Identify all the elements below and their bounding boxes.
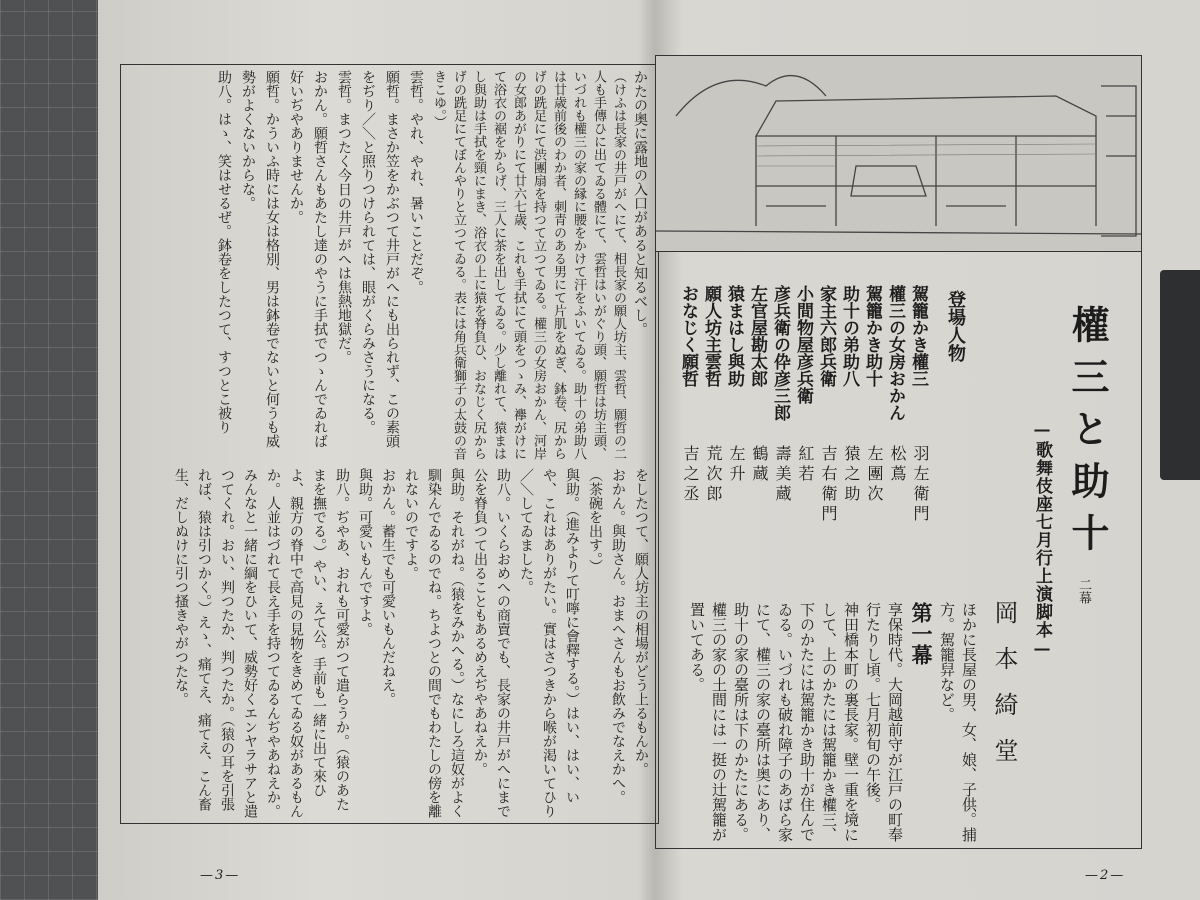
cast-actor: 荒次郎 (704, 445, 723, 505)
left-page-lower-text (126, 468, 652, 818)
dialogue-line: 願哲。まさか笠をかぶつて井戸がへにも出られず、この素頭をぢり／＼と照りつけられては、眼がくらみさうになる。 (360, 70, 400, 448)
cast-actor: 鶴蔵 (750, 445, 769, 485)
cast-actor: 紅若 (796, 445, 815, 485)
dialogue-line: おかん。與助さん。おまへさんもお飲みでなえかへ。（茶碗を出す。） (587, 468, 626, 804)
cast-item (838, 285, 861, 585)
cast-item (723, 285, 746, 585)
cast-actor: 左升 (727, 445, 746, 485)
page-number-right: —2— (1085, 868, 1126, 883)
play-subtitle: —歌舞伎座七月行上演脚本— (1032, 420, 1052, 660)
cast-role: 助十の弟助八 (839, 285, 859, 387)
cast-item (907, 285, 930, 585)
cast-item (861, 285, 884, 585)
cast-actor: 松蔦 (888, 445, 907, 485)
dialogue-line: 助八。はゝ、笑はせるぜ。鉢卷をしたつて、すつとこ被り (216, 70, 232, 434)
cast-role: おなじく願哲 (678, 285, 698, 387)
dialogue-line: 雲哲。まつたく今日の井戸がへは焦熱地獄だ。 (336, 70, 352, 364)
dialogue-line: 與助。可愛いもんですよ。 (357, 468, 373, 636)
act-one-text (662, 602, 980, 842)
cast-role: 左官屋勘太郎 (747, 285, 767, 387)
cast-item (792, 285, 815, 585)
scene-description: 神田橋本町の裏長家。壁一重を境にして、上のかたには駕籠かき權三、下のかたには駕籠かき助十が住んでゐる。いづれも破れ障子のあばら家にて、權三の家の臺所は奥にあり、助十の家の臺所は下のかたにある。權三の家の土間には一挺の辻駕籠が置いてある。 (688, 602, 860, 842)
cast-list (660, 285, 930, 585)
dialogue-line: おかん。蓄生でも可愛いもんだねえ。 (380, 468, 396, 706)
cutting-mat (0, 0, 110, 900)
cast-role: 猿まはし與助 (724, 285, 744, 387)
author-name: 岡本綺堂 (990, 600, 1018, 784)
cast-actor: 吉之丞 (681, 445, 700, 505)
cast-item (769, 285, 792, 585)
dialogue-line: 助八。ぢやあ、おれも可愛がつて遣らうか。（猿のあたまを撫でる。）やい、えて公。手前も一緒に出て來ひよ、親方の脊中で高見の見物をきめてゐる奴があるもんか。人並はづれて長え手を持つてゐるんぢやあねえか。みんなと一緒に綱をひいて、威勢好くエンヤラサアと遣つてくれ。おい、判つたか、判つたか。（猿の耳を引張れば、猿は引つかく。）えゝ、痛てえ、痛てえ、こん畜生、だしぬけに引つ搔きやがつたな。 (173, 468, 350, 818)
cast-item (746, 285, 769, 585)
dialogue-line: をしたつて、願人坊主の相場がどう上るもんか。 (633, 468, 649, 776)
cast-role: 彦兵衛の伜彦三郎 (770, 285, 790, 421)
cast-actor: 猿之助 (842, 445, 861, 505)
cast-heading: 登場人物 (945, 290, 966, 362)
cast-role: 權三の女房おかん (885, 285, 905, 421)
cast-item (700, 285, 723, 585)
cast-role: 家主六郎兵衛 (816, 285, 836, 387)
dialogue-line: おかん。願哲さんもあたし達のやうに手拭でつゝんでゐれば好いぢやありませんか。 (288, 70, 328, 448)
act-heading: 第一幕 (909, 602, 934, 665)
other-characters: ほかに長屋の男、女、娘、子供。捕方。駕籠舁など。 (938, 602, 978, 842)
stage-illustration (655, 55, 1142, 252)
stage-direction: （けふは長家の井戸がへにて、相長家の願人坊主、雲哲、願哲の二人も手傳ひに出てゐる體にて、雲哲はいがぐり頭、願哲は坊主頭、いづれも權三の家の縁に腰をかけて汗をふいてゐる。助十の弟助八は廿歳前後のわか者、刺青のある男にて片肌をぬぎ、鉢卷、尻からげの跣足にて渋團扇を持つて立つてゐる。權三の女房おかん、河岸の女郎あがりにて廿六七歳、これも手拭にて頭をつゝみ、襷がけにて浴衣の裾をからげ、三人に茶を出してゐる。少し離れて、猿まはし與助は手拭を頸にまき、浴衣の上に猿を脊負ひ、おなじく尻からげの跣足にてぼんやりと立つてゐる。表には角兵衛獅子の太鼓の音きこゆ。） (431, 70, 626, 460)
act-count: 二幕 (1076, 578, 1091, 604)
cast-role: 願人坊主雲哲 (701, 285, 721, 387)
cast-role: 小間物屋彦兵衛 (793, 285, 813, 404)
left-page-upper-text (126, 70, 652, 460)
setting-text: 享保時代。大岡越前守が江戸の町奉行たりし頃。七月初旬の午後。 (864, 602, 904, 842)
page-number-left: —3— (200, 868, 241, 883)
dialogue-line: 與助。それがね。（猿をみかへる。）なにしろ這奴がよく馴染んでゐるのでね。ちよつとの間でもわたしの傍を離れないのですよ。 (403, 468, 465, 818)
book-edge (1160, 270, 1200, 480)
cast-item (677, 285, 700, 585)
cast-actor: 左團次 (865, 445, 884, 505)
cast-role: 駕籠かき助十 (862, 285, 882, 387)
cast-actor: 羽左衛門 (911, 445, 930, 525)
play-title: 權三と助十 (1065, 305, 1110, 565)
dialogue-line: 願哲。かういふ時には女は格別、男は鉢卷でないと何うも威勢がよくないからな。 (240, 70, 280, 448)
cast-item (815, 285, 838, 585)
paragraph: かたの奥に露地の入口があると知るべし。 (632, 70, 648, 336)
cast-item (884, 285, 907, 585)
dialogue-line: 雲哲。やれ、やれ、暑いことだぞ。 (408, 70, 424, 294)
dialogue-line: 與助。（進みよりて叮嚀に會釋する。）はい、はい、いや、これはありがたい。實はさつきから喉が渇いてひり／＼してゐました。 (518, 468, 580, 818)
cast-actor: 壽美蔵 (773, 445, 792, 505)
cast-actor: 吉右衛門 (819, 445, 838, 525)
cast-role: 駕籠かき權三 (908, 285, 928, 387)
dialogue-line: 助八。いくらおめへの商賣でも、長家の井戸がへにまで公を脊負つて出ることもあるめえぢやあねえか。 (472, 468, 511, 818)
